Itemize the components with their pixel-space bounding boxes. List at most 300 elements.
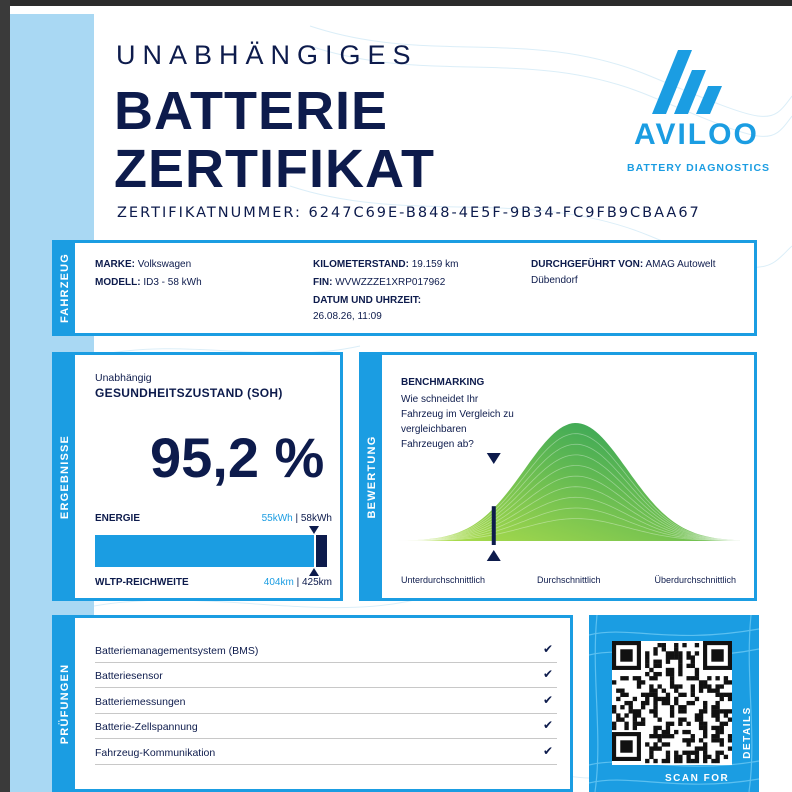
qr-module [624, 693, 628, 697]
qr-module [715, 759, 719, 763]
aviloo-stripes-icon [630, 42, 770, 182]
qr-module [662, 730, 666, 734]
qr-module [728, 680, 732, 684]
check-row [95, 740, 557, 765]
rating-section-tab [362, 355, 382, 598]
qr-module [711, 734, 715, 738]
qr-module [645, 759, 649, 763]
qr-module [682, 738, 686, 742]
qr-module [670, 705, 674, 709]
qr-module [724, 693, 728, 697]
check-row [95, 689, 557, 714]
qr-module [720, 722, 724, 726]
model-line [95, 277, 202, 288]
qr-module [620, 676, 624, 680]
qr-module [674, 730, 678, 734]
qr-module [678, 672, 682, 676]
qr-module [695, 643, 699, 647]
qr-module [691, 693, 695, 697]
qr-module [711, 738, 715, 742]
axis-label-mid: Durchschnittlich [537, 575, 601, 585]
check-mark-icon: ✔ [542, 667, 553, 681]
qr-module [720, 726, 724, 730]
qr-module [691, 734, 695, 738]
qr-module [666, 672, 670, 676]
qr-module [653, 672, 657, 676]
qr-module [645, 742, 649, 746]
qr-module [629, 701, 633, 705]
qr-module [633, 676, 637, 680]
qr-module [728, 746, 732, 750]
qr-module [691, 689, 695, 693]
qr-module [653, 651, 657, 655]
certificate-number-label: ZERTIFIKATNUMMER: [117, 205, 302, 221]
qr-module [703, 705, 707, 709]
brand-value: Volkswagen [137, 259, 192, 270]
qr-module [728, 709, 732, 713]
distribution-curve-area [398, 423, 740, 541]
vin-label: FIN: [313, 277, 333, 288]
logo-wordmark: AVILOO [634, 118, 759, 151]
qr-module [620, 705, 624, 709]
qr-module [711, 705, 715, 709]
qr-module [678, 709, 682, 713]
qr-module [703, 759, 707, 763]
qr-module [670, 676, 674, 680]
qr-module [678, 651, 682, 655]
qr-module [699, 709, 703, 713]
check-label: Batterie-Zellspannung [95, 721, 198, 733]
qr-module [645, 672, 649, 676]
results-section-tab [55, 355, 75, 598]
qr-module [674, 643, 678, 647]
qr-module [674, 759, 678, 763]
qr-module [711, 759, 715, 763]
qr-module [637, 722, 641, 726]
qr-module [629, 705, 633, 709]
qr-module [674, 651, 678, 655]
qr-module [703, 722, 707, 726]
qr-module [720, 709, 724, 713]
qr-module [666, 734, 670, 738]
qr-module [658, 734, 662, 738]
qr-module [637, 713, 641, 717]
done-by-line [531, 259, 715, 270]
qr-module [715, 713, 719, 717]
done-by-value-1: AMAG Autowelt [645, 259, 716, 270]
qr-module [674, 655, 678, 659]
benchmark-question-line3: vergleichbaren [401, 424, 467, 435]
check-label: Fahrzeug-Kommunikation [95, 747, 216, 759]
qr-module [637, 709, 641, 713]
qr-module [715, 751, 719, 755]
qr-code-icon[interactable] [612, 641, 732, 765]
qr-module [616, 717, 620, 721]
qr-module [720, 684, 724, 688]
soh-value: 95,2 % [150, 426, 325, 489]
qr-module [686, 664, 690, 668]
qr-module [649, 689, 653, 693]
range-label: WLTP-REICHWEITE [95, 577, 189, 588]
qr-module [678, 722, 682, 726]
soh-title: GESUNDHEITSZUSTAND (SOH) [95, 386, 283, 400]
axis-label-low: Unterdurchschnittlich [401, 575, 486, 585]
benchmark-marker-bottom-icon [487, 550, 501, 561]
qr-module [728, 697, 732, 701]
qr-module [653, 689, 657, 693]
qr-module [707, 684, 711, 688]
qr-module [612, 705, 616, 709]
qr-module [695, 676, 699, 680]
rating-card [359, 352, 757, 601]
km-label: KILOMETERSTAND: [313, 259, 409, 270]
qr-module [724, 713, 728, 717]
qr-module [691, 751, 695, 755]
qr-module [720, 730, 724, 734]
qr-module [653, 660, 657, 664]
qr-module [720, 697, 724, 701]
qr-module [645, 651, 649, 655]
qr-module [678, 684, 682, 688]
benchmark-marker-top-icon [487, 453, 501, 464]
qr-module [653, 709, 657, 713]
qr-module [686, 742, 690, 746]
qr-module [724, 680, 728, 684]
qr-module [662, 734, 666, 738]
qr-module [658, 660, 662, 664]
check-row [95, 663, 557, 688]
qr-module [682, 730, 686, 734]
check-row [95, 638, 557, 663]
qr-module [711, 726, 715, 730]
soh-bar-markers [307, 525, 321, 577]
qr-module [658, 717, 662, 721]
qr-module [674, 684, 678, 688]
check-mark-icon: ✔ [542, 744, 553, 758]
qr-module [724, 709, 728, 713]
qr-module [695, 751, 699, 755]
check-mark-icon: ✔ [542, 693, 553, 707]
qr-module [637, 676, 641, 680]
check-label: Batteriesensor [95, 670, 163, 682]
qr-module [674, 751, 678, 755]
qr-module [699, 680, 703, 684]
qr-module [691, 655, 695, 659]
qr-module [695, 717, 699, 721]
certificate-kicker: UNABHÄNGIGES [116, 40, 418, 70]
qr-module [695, 759, 699, 763]
qr-module [662, 742, 666, 746]
qr-module [649, 746, 653, 750]
qr-module [653, 759, 657, 763]
qr-details-text: DETAILS [741, 706, 753, 759]
qr-module [699, 722, 703, 726]
qr-module [616, 713, 620, 717]
qr-module [641, 717, 645, 721]
qr-module [670, 668, 674, 672]
qr-module [678, 660, 682, 664]
qr-module [686, 738, 690, 742]
qr-module [666, 751, 670, 755]
qr-module [666, 726, 670, 730]
range-max: 425km [301, 577, 332, 588]
qr-module [653, 664, 657, 668]
qr-module [670, 651, 674, 655]
qr-module [616, 697, 620, 701]
qr-module [715, 705, 719, 709]
checks-section-tab [55, 618, 75, 789]
qr-module [695, 651, 699, 655]
qr-module [641, 705, 645, 709]
qr-module [658, 684, 662, 688]
qr-module [711, 689, 715, 693]
qr-module [653, 742, 657, 746]
qr-module [645, 701, 649, 705]
qr-module [715, 701, 719, 705]
results-card [52, 352, 343, 601]
qr-module [715, 693, 719, 697]
benchmark-question-line1: Wie schneidet Ihr [401, 394, 479, 405]
qr-module [620, 689, 624, 693]
qr-module [620, 717, 624, 721]
qr-module [666, 742, 670, 746]
logo-subtitle: BATTERY DIAGNOSTICS [627, 162, 771, 174]
certificate-title-line2: ZERTIFIKAT [114, 139, 435, 199]
model-label: MODELL: [95, 277, 141, 288]
qr-module [649, 684, 653, 688]
qr-module [715, 755, 719, 759]
qr-module [715, 726, 719, 730]
qr-module [612, 709, 616, 713]
qr-module [658, 746, 662, 750]
qr-module [728, 738, 732, 742]
qr-module [666, 722, 670, 726]
qr-module [699, 684, 703, 688]
qr-module [674, 647, 678, 651]
qr-module [724, 722, 728, 726]
qr-module [691, 660, 695, 664]
qr-module [670, 680, 674, 684]
check-mark-icon: ✔ [542, 718, 553, 732]
qr-module [658, 697, 662, 701]
model-value: ID3 - 58 kWh [143, 277, 202, 288]
qr-module [691, 759, 695, 763]
qr-module [612, 680, 616, 684]
qr-module [728, 693, 732, 697]
qr-module [703, 755, 707, 759]
qr-module [649, 755, 653, 759]
qr-module [653, 693, 657, 697]
date-label: DATUM UND UHRZEIT: [313, 295, 422, 306]
range-separator: | [296, 577, 300, 588]
qr-module [670, 655, 674, 659]
qr-module [620, 649, 632, 661]
qr-module [686, 722, 690, 726]
qr-module [720, 742, 724, 746]
qr-module [707, 755, 711, 759]
qr-module [670, 672, 674, 676]
qr-module [715, 717, 719, 721]
benchmark-distribution-chart [398, 413, 740, 573]
qr-module [645, 660, 649, 664]
soh-marker-top-icon [309, 526, 319, 534]
qr-module [682, 717, 686, 721]
qr-module [686, 655, 690, 659]
qr-module [728, 734, 732, 738]
qr-module [703, 680, 707, 684]
qr-module [707, 689, 711, 693]
qr-module [699, 726, 703, 730]
qr-module [682, 751, 686, 755]
certificate-number: 6247C69E-B848-4E5F-9B34-FC9FB9CBAA67 [308, 205, 701, 221]
km-value: 19.159 km [411, 259, 459, 270]
qr-module [686, 676, 690, 680]
qr-module [658, 738, 662, 742]
qr-module [612, 726, 616, 730]
qr-module [645, 697, 649, 701]
qr-module [666, 730, 670, 734]
qr-module [637, 684, 641, 688]
check-label: Batteriemessungen [95, 696, 186, 708]
check-label: Batteriemanagementsystem (BMS) [95, 645, 259, 657]
window-frame-left [0, 0, 10, 792]
vin-line [313, 277, 445, 288]
qr-module [703, 684, 707, 688]
qr-module [624, 713, 628, 717]
qr-module [653, 701, 657, 705]
qr-module [641, 701, 645, 705]
qr-module [674, 755, 678, 759]
energy-label: ENERGIE [95, 513, 141, 524]
date-value: 26.08.26, 11:09 [313, 311, 382, 322]
certificate-title-line1: BATTERIE [114, 81, 388, 141]
qr-module [695, 755, 699, 759]
qr-module [666, 697, 670, 701]
qr-module [691, 676, 695, 680]
vin-value: WVWZZZE1XRP017962 [335, 277, 446, 288]
qr-module [686, 751, 690, 755]
qr-module [633, 726, 637, 730]
qr-module [662, 647, 666, 651]
qr-module [678, 664, 682, 668]
qr-module [670, 734, 674, 738]
qr-module [686, 651, 690, 655]
qr-module [674, 689, 678, 693]
qr-module [715, 684, 719, 688]
qr-module [695, 668, 699, 672]
qr-module [666, 668, 670, 672]
qr-module [670, 684, 674, 688]
qr-module [633, 717, 637, 721]
brand-label: MARKE: [95, 259, 135, 270]
qr-module [637, 680, 641, 684]
qr-scan-text: SCAN FOR [665, 773, 730, 784]
qr-module [666, 755, 670, 759]
qr-module [703, 751, 707, 755]
qr-module [645, 664, 649, 668]
qr-module [649, 751, 653, 755]
qr-module [649, 734, 653, 738]
qr-module [703, 709, 707, 713]
qr-module [695, 672, 699, 676]
energy-separator: | [295, 513, 299, 524]
qr-module [662, 697, 666, 701]
qr-module [682, 693, 686, 697]
done-by-label: DURCHGEFÜHRT VON: [531, 259, 644, 270]
qr-module [616, 689, 620, 693]
qr-module [674, 697, 678, 701]
qr-module [633, 713, 637, 717]
qr-module [678, 717, 682, 721]
qr-module [682, 709, 686, 713]
qr-module [691, 684, 695, 688]
qr-module [691, 701, 695, 705]
qr-module [703, 701, 707, 705]
qr-module [641, 693, 645, 697]
benchmark-title: BENCHMARKING [401, 377, 485, 388]
checks-section-label: PRÜFUNGEN [59, 663, 71, 744]
qr-module [629, 709, 633, 713]
range-current: 404km [263, 577, 294, 588]
qr-module [641, 722, 645, 726]
qr-module [699, 738, 703, 742]
qr-module [695, 713, 699, 717]
qr-module [703, 734, 707, 738]
qr-module [715, 738, 719, 742]
qr-module [686, 730, 690, 734]
qr-module [633, 709, 637, 713]
qr-card[interactable] [589, 615, 759, 792]
qr-module [666, 651, 670, 655]
qr-module [624, 722, 628, 726]
qr-module [653, 730, 657, 734]
qr-module [658, 726, 662, 730]
qr-module [699, 717, 703, 721]
qr-module [715, 734, 719, 738]
qr-module [715, 709, 719, 713]
qr-module [711, 709, 715, 713]
qr-module [670, 709, 674, 713]
qr-module [682, 705, 686, 709]
qr-module [645, 693, 649, 697]
vehicle-card [52, 240, 757, 336]
qr-module [703, 730, 707, 734]
qr-module [699, 746, 703, 750]
qr-module [678, 755, 682, 759]
qr-module [686, 759, 690, 763]
km-line [313, 259, 458, 270]
qr-module [649, 709, 653, 713]
qr-module [653, 713, 657, 717]
qr-module [724, 755, 728, 759]
qr-module [691, 738, 695, 742]
qr-module [662, 689, 666, 693]
qr-module [662, 759, 666, 763]
check-mark-icon: ✔ [542, 642, 553, 656]
qr-module [699, 689, 703, 693]
brand-line [95, 259, 191, 270]
qr-module [641, 680, 645, 684]
qr-module [715, 730, 719, 734]
qr-module [662, 643, 666, 647]
qr-module [658, 664, 662, 668]
range-values [264, 577, 332, 588]
qr-module [670, 713, 674, 717]
energy-max: 58kWh [300, 513, 332, 524]
qr-module [666, 655, 670, 659]
qr-module [658, 672, 662, 676]
qr-module [720, 693, 724, 697]
